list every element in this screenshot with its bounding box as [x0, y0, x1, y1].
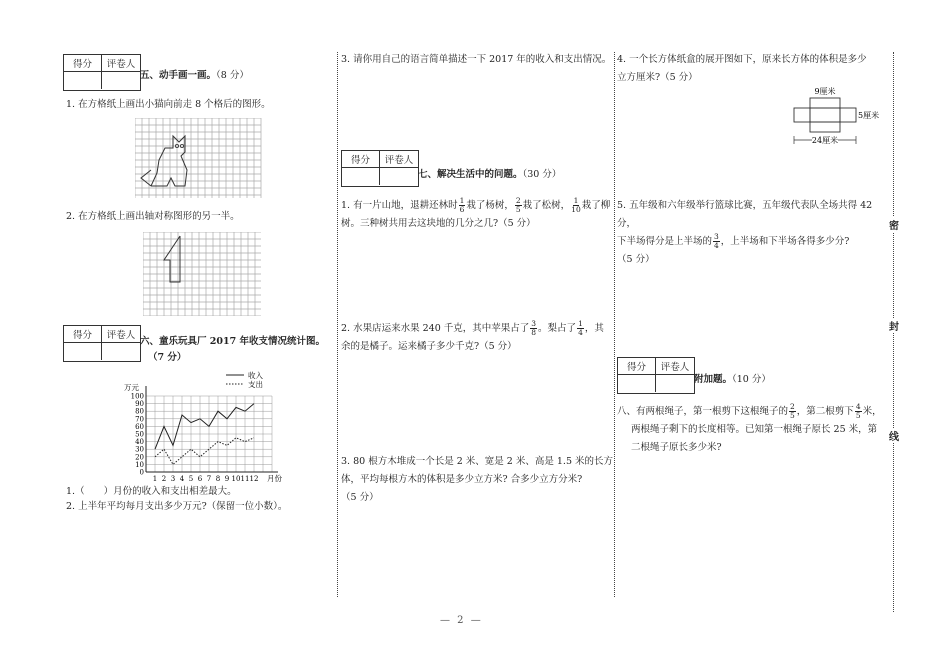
section6-q2: 2. 上半年平均每月支出多少万元?（保留一位小数）。	[66, 501, 288, 512]
reviewer-label: 评卷人	[380, 151, 418, 168]
section6-q1: 1.（ ）月份的收入和支出相差最大。	[66, 486, 237, 497]
reviewer-cell[interactable]	[380, 168, 418, 185]
score-box-section6	[63, 325, 141, 362]
score-cell[interactable]	[64, 343, 102, 360]
score-label: 得分	[64, 326, 102, 343]
chart-x-tick: 4	[179, 475, 185, 483]
chart-x-label: 月份	[267, 474, 282, 483]
half-shape	[164, 236, 180, 282]
section7-points: （30 分）	[522, 169, 562, 180]
side-mark-seal: 封	[889, 318, 899, 333]
symmetry-grid-figure	[143, 232, 263, 316]
section7-heading	[418, 166, 561, 180]
section5-q2: 2. 在方格纸上画出轴对称图形的另一半。	[66, 211, 240, 222]
section6-heading: 六、童乐玩具厂 2017 年收支情况统计图。	[140, 336, 326, 347]
section7-q5: 5. 五年级和六年级举行篮球比赛，五年级代表队全场共得 42 分， 下半场得分是上半场的 $\frac{3}{4}$ ，上半场和下半场各得多少分? （5 分）	[617, 200, 873, 265]
chart-y-tick: 90	[135, 400, 144, 409]
reviewer-cell[interactable]	[102, 72, 140, 89]
score-label: 得分	[342, 151, 380, 168]
chart-y-tick: 20	[135, 453, 144, 462]
chart-y-label: 万元	[124, 383, 139, 392]
chart-x-tick: 9	[224, 475, 230, 483]
chart-y-tick: 60	[135, 422, 144, 431]
section5-heading	[140, 67, 249, 81]
appendix-question: 八、有两根绳子，第一根剪下这根绳子的 $\frac{2}{5}$ ，第二根剪下 $\frac{4}{5}$ 米， 两根绳子剩下的长度相等。已知第一根绳子原长 25 米，第 二根绳子原长多少米?	[617, 402, 882, 453]
net-face	[810, 98, 840, 108]
fraction: $\frac{1}{6}$	[459, 196, 465, 214]
appendix-title: 附加题。	[694, 374, 733, 385]
chart-x-tick: 3	[170, 475, 176, 483]
cat-grid-figure	[135, 118, 263, 200]
column-divider	[614, 52, 615, 597]
chart-x-tick: 12	[249, 475, 259, 483]
chart-x-tick: 6	[197, 475, 203, 483]
chart-x-tick: 1	[152, 475, 158, 483]
section5-title: 五、动手画一画。	[140, 70, 217, 81]
section7-q1: 1. 有一片山地，退耕还林时 $\frac{1}{6}$ 栽了杨树， $\frac{2}{5}$ 栽了松树， $\frac{1}{10}$ 栽了柳 树。三种树共用去这块地的几分之几?（5 分）	[341, 196, 611, 229]
chart-x-tick: 2	[161, 475, 167, 483]
net-face	[840, 108, 856, 122]
section5-q1: 1. 在方格纸上画出小猫向前走 8 个格后的图形。	[66, 99, 271, 110]
chart-y-tick: 80	[135, 407, 144, 416]
fraction: $\frac{2}{5}$	[515, 196, 521, 214]
chart-y-tick: 10	[135, 460, 144, 469]
chart-y-tick: 100	[130, 392, 144, 401]
score-cell[interactable]	[618, 375, 656, 392]
score-label: 得分	[618, 358, 656, 375]
appendix-points: （10 分）	[732, 374, 771, 385]
fraction: $\frac{1}{4}$	[578, 319, 583, 337]
reviewer-label: 评卷人	[656, 358, 694, 375]
chart-y-tick: 0	[139, 468, 144, 477]
net-dim-right: 5厘米	[858, 111, 880, 120]
net-dim-top: 9厘米	[814, 87, 836, 96]
fraction: $\frac{3}{4}$	[714, 232, 719, 250]
chart-y-tick: 40	[135, 438, 144, 447]
section7-title: 七、解决生活中的问题。	[418, 169, 523, 180]
chart-legend-label: 支出	[248, 380, 263, 389]
fraction: $\frac{2}{5}$	[790, 402, 795, 420]
chart-legend-label: 收入	[248, 371, 263, 380]
chart-y-tick: 30	[135, 445, 144, 454]
column-divider	[337, 52, 338, 597]
reviewer-label: 评卷人	[102, 55, 140, 72]
chart-x-tick: 10	[231, 475, 241, 483]
fraction: $\frac{1}{10}$	[571, 196, 581, 214]
chart-x-tick: 7	[206, 475, 212, 483]
chart-x-tick: 8	[215, 475, 221, 483]
section5-points: （8 分）	[216, 70, 249, 81]
chart-y-tick: 70	[135, 415, 144, 424]
box-net-figure	[786, 84, 886, 150]
section6-points: （7 分）	[148, 352, 187, 363]
score-box-appendix	[617, 357, 695, 394]
reviewer-cell[interactable]	[656, 375, 694, 392]
income-expense-chart	[118, 368, 308, 484]
reviewer-label: 评卷人	[102, 326, 140, 343]
net-dim-bottom: 24厘米	[811, 136, 839, 145]
score-cell[interactable]	[342, 168, 380, 185]
side-mark-seal: 密	[889, 217, 899, 232]
side-mark-line: 线	[889, 428, 899, 443]
score-label: 得分	[64, 55, 102, 72]
reviewer-cell[interactable]	[102, 343, 140, 360]
appendix-heading	[694, 371, 771, 385]
section7-q4: 4. 一个长方体纸盒的展开图如下，原来长方体的体积是多少 立方厘米?（5 分）	[617, 54, 867, 83]
score-box-section5	[63, 54, 141, 91]
cat-outline	[151, 136, 187, 186]
section7-q2: 2. 水果店运来水果 240 千克，其中苹果占了 $\frac{3}{8}$ 。梨占了 $\frac{1}{4}$ ，其 余的是橘子。运来橘子多少千克?（5 分）	[341, 319, 604, 352]
chart-x-tick: 5	[188, 475, 194, 483]
section7-q3: 3. 80 根方木堆成一个长是 2 米、宽是 2 米、高是 1.5 米的长方 体，平均每根方木的体积是多少立方米? 合多少立方分米? （5 分）	[341, 456, 614, 503]
net-face	[810, 122, 840, 132]
score-box-section7	[341, 150, 419, 187]
page-number: — 2 —	[440, 615, 483, 626]
section6-q3: 3. 请你用自己的语言简单描述一下 2017 年的收入和支出情况。	[341, 54, 612, 65]
chart-x-tick: 11	[240, 475, 250, 483]
chart-y-tick: 50	[135, 430, 144, 439]
net-face	[810, 108, 840, 122]
cat-tail	[141, 170, 151, 186]
net-face	[794, 108, 810, 122]
score-cell[interactable]	[64, 72, 102, 89]
fraction: $\frac{3}{8}$	[531, 319, 537, 337]
fraction: $\frac{4}{5}$	[855, 402, 861, 420]
